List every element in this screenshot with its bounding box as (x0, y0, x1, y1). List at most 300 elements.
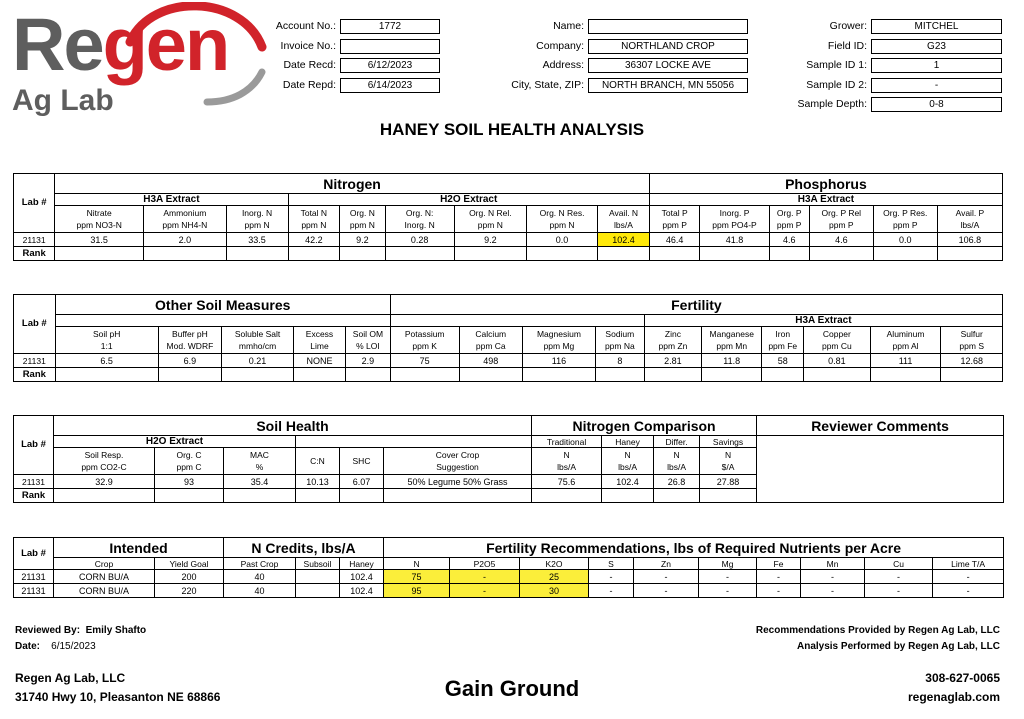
rank-cell (769, 247, 809, 261)
column-header (226, 206, 288, 233)
column-header (532, 448, 602, 475)
col-unit: % LOI (356, 341, 380, 351)
column-header (702, 327, 762, 354)
value-cell: - (699, 570, 757, 584)
value-cell: 0.0 (526, 233, 597, 247)
rank-cell (595, 368, 644, 382)
col-label: Cover Crop (435, 450, 480, 460)
rank-cell (700, 247, 769, 261)
value-cell: - (801, 584, 865, 598)
h2o-extract-header: H2O Extract (54, 436, 296, 448)
column-header: Haney (340, 558, 384, 570)
column-header (769, 206, 809, 233)
name-field: Name: (588, 19, 746, 34)
rank-cell (702, 368, 762, 382)
value-cell: 102.4 (340, 584, 384, 598)
col-label: Org. N: (405, 208, 434, 218)
value-cell: 26.8 (654, 475, 700, 489)
column-header: P2O5 (450, 558, 520, 570)
rank-cell (385, 247, 454, 261)
column-header (55, 206, 144, 233)
grower-field: Grower: MITCHEL (871, 19, 1000, 34)
column-header (937, 206, 1002, 233)
col-label: N (563, 450, 570, 460)
value-cell: 111 (870, 354, 941, 368)
col-label: Org. P Rel (821, 208, 862, 218)
column-header (454, 206, 526, 233)
column-header (762, 327, 804, 354)
col-label: Total N (300, 208, 328, 218)
n-credits-header: N Credits, lbs/A (224, 538, 384, 558)
col-label: Zinc (664, 329, 681, 339)
col-label: Org. C (176, 450, 202, 460)
invoice-field: Invoice No.: (340, 39, 438, 54)
rank-cell (804, 368, 871, 382)
column-header (384, 448, 532, 475)
fertility-header: Fertility (390, 295, 1002, 315)
col-unit: mmho/cm (238, 341, 277, 351)
column-header (222, 327, 294, 354)
col-label: N (624, 450, 631, 460)
value-cell: 25 (520, 570, 589, 584)
value-cell: - (801, 570, 865, 584)
column-header (390, 327, 459, 354)
col-label: Avail. N (608, 208, 639, 218)
lab-id: 21131 (14, 570, 54, 584)
col-label: Org. N Res. (539, 208, 585, 218)
value-cell: 220 (155, 584, 224, 598)
lab-id: 21131 (14, 354, 56, 368)
value-cell: 41.8 (700, 233, 769, 247)
col-unit: ppm Cu (821, 341, 852, 351)
rank-cell (340, 489, 384, 503)
col-unit: $/A (721, 462, 735, 472)
value-cell: 11.8 (702, 354, 762, 368)
value-cell: - (757, 570, 801, 584)
column-header: Mn (801, 558, 865, 570)
rank-cell (602, 489, 654, 503)
col-unit: ppm P (662, 220, 687, 230)
column-header (293, 327, 345, 354)
lab-id: 21131 (14, 475, 54, 489)
col-label: SHC (352, 456, 371, 466)
rank-cell (941, 368, 1003, 382)
col-unit: ppm Mg (543, 341, 575, 351)
h3a-extract-p-header: H3A Extract (649, 194, 1002, 206)
rank-cell (346, 368, 391, 382)
col-label: Avail. P (955, 208, 985, 218)
rank-cell (523, 368, 596, 382)
col-haney: Haney (602, 436, 654, 448)
value-cell: 2.0 (144, 233, 227, 247)
value-cell: - (634, 570, 699, 584)
address-field: Address: 36307 LOCKE AVE (588, 58, 746, 73)
col-unit: ppm Al (892, 341, 919, 351)
date-recd-field: Date Recd: 6/12/2023 (340, 58, 438, 73)
column-header (459, 327, 522, 354)
value-cell: 102.4 (598, 233, 650, 247)
column-header (654, 448, 700, 475)
phosphorus-header: Phosphorus (649, 174, 1002, 194)
sample-id1-field: Sample ID 1: 1 (871, 58, 1000, 73)
website-link[interactable]: regenaglab.com (907, 690, 1000, 704)
rank-cell (55, 368, 158, 382)
other-soil-header: Other Soil Measures (55, 295, 390, 315)
rank-label: Rank (14, 368, 56, 382)
lab-header: Lab # (14, 416, 54, 475)
col-unit: Inorg. N (404, 220, 435, 230)
h3a-extract-header: H3A Extract (55, 194, 288, 206)
logo-subtitle: Ag Lab (12, 84, 114, 117)
value-cell: - (589, 584, 634, 598)
column-header (700, 206, 769, 233)
column-header (158, 327, 221, 354)
rank-cell (454, 247, 526, 261)
column-header (288, 206, 340, 233)
value-cell: 200 (155, 570, 224, 584)
value-cell: 27.88 (700, 475, 757, 489)
col-label: Inorg. N (241, 208, 273, 218)
value-cell: CORN BU/A (54, 570, 155, 584)
col-unit: ppm Ca (475, 341, 506, 351)
col-unit: ppm P (776, 220, 802, 230)
column-header: Fe (757, 558, 801, 570)
value-cell: 0.21 (222, 354, 294, 368)
column-header: Lime T/A (933, 558, 1004, 570)
lab-id: 21131 (14, 233, 55, 247)
rank-cell (937, 247, 1002, 261)
value-cell: 31.5 (55, 233, 144, 247)
col-label: N (673, 450, 680, 460)
sample-depth-field: Sample Depth: 0-8 (871, 97, 1000, 112)
lab-header: Lab # (14, 295, 56, 354)
column-header (644, 327, 701, 354)
reviewed-by: Reviewed By: Emily Shafto (15, 625, 147, 636)
value-cell: 75 (390, 354, 459, 368)
value-cell: 12.68 (941, 354, 1003, 368)
column-header (346, 327, 391, 354)
reviewer-comments-header: Reviewer Comments (757, 416, 1004, 436)
col-label: Soil pH (92, 329, 121, 339)
h3a-extract-header: H3A Extract (644, 315, 1002, 327)
rank-cell (809, 247, 873, 261)
value-cell: 102.4 (602, 475, 654, 489)
company-address: 31740 Hwy 10, Pleasanton NE 68866 (15, 690, 221, 704)
value-cell: 2.9 (346, 354, 391, 368)
value-cell: 9.2 (454, 233, 526, 247)
column-header (144, 206, 227, 233)
col-unit: ppm K (412, 341, 437, 351)
value-cell (296, 570, 340, 584)
value-cell: 58 (762, 354, 804, 368)
col-label: Org. N (349, 208, 375, 218)
rank-cell (288, 247, 340, 261)
column-header: N (384, 558, 450, 570)
recommendations-table (13, 537, 1004, 598)
city-field: City, State, ZIP: NORTH BRANCH, MN 55056 (588, 78, 746, 93)
value-cell: 0.0 (873, 233, 937, 247)
nitrogen-phosphorus-table (13, 173, 1003, 261)
value-cell: 6.9 (158, 354, 221, 368)
phone-number: 308-627-0065 (925, 671, 1000, 685)
col-label: C:N (310, 456, 325, 466)
value-cell: 8 (595, 354, 644, 368)
value-cell: 0.81 (804, 354, 871, 368)
value-cell: CORN BU/A (54, 584, 155, 598)
value-cell: 42.2 (288, 233, 340, 247)
col-unit: ppm P (829, 220, 854, 230)
recommendations-provider: Recommendations Provided by Regen Ag Lab, LLC (755, 625, 1000, 636)
value-cell: 35.4 (224, 475, 296, 489)
col-label: Buffer pH (172, 329, 208, 339)
column-header (804, 327, 871, 354)
value-cell: - (699, 584, 757, 598)
rank-cell (532, 489, 602, 503)
rank-cell (390, 368, 459, 382)
column-header (526, 206, 597, 233)
col-unit: ppm S (959, 341, 984, 351)
report-title: HANEY SOIL HEALTH ANALYSIS (379, 120, 645, 139)
rank-cell (340, 247, 385, 261)
col-label: Sulfur (960, 329, 983, 339)
rank-cell (155, 489, 224, 503)
value-cell: - (757, 584, 801, 598)
value-cell: 498 (459, 354, 522, 368)
column-header: Yield Goal (155, 558, 224, 570)
account-field: Account No.: 1772 (340, 19, 438, 34)
col-label: Inorg. P (719, 208, 750, 218)
col-label: Sodium (605, 329, 635, 339)
col-label: Manganese (709, 329, 754, 339)
col-label: Org. N Rel. (469, 208, 512, 218)
value-cell: 75.6 (532, 475, 602, 489)
rank-cell (649, 247, 700, 261)
col-label: MAC (250, 450, 269, 460)
value-cell: - (634, 584, 699, 598)
rank-cell (158, 368, 221, 382)
column-header (54, 448, 155, 475)
value-cell (296, 584, 340, 598)
column-header (340, 448, 384, 475)
value-cell: 102.4 (340, 570, 384, 584)
col-unit: ppm Na (604, 341, 635, 351)
rank-cell (870, 368, 941, 382)
col-label: Copper (822, 329, 851, 339)
col-unit: ppm CO2-C (81, 462, 127, 472)
value-cell: - (933, 584, 1004, 598)
value-cell: - (589, 570, 634, 584)
column-header (595, 327, 644, 354)
column-header (649, 206, 700, 233)
col-savings: Savings (700, 436, 757, 448)
rank-cell (598, 247, 650, 261)
col-unit: lbs/A (557, 462, 576, 472)
col-unit: lbs/A (614, 220, 633, 230)
column-header (870, 327, 941, 354)
col-unit: ppm N (349, 220, 375, 230)
nitrogen-header: Nitrogen (55, 174, 650, 194)
field-id-field: Field ID: G23 (871, 39, 1000, 54)
value-cell: - (865, 584, 933, 598)
column-header: Crop (54, 558, 155, 570)
value-cell: 50% Legume 50% Grass (384, 475, 532, 489)
column-header (523, 327, 596, 354)
lab-header: Lab # (14, 538, 54, 570)
column-header: Past Crop (224, 558, 296, 570)
rank-cell (55, 247, 144, 261)
col-unit: lbs/A (960, 220, 980, 230)
rank-cell (700, 489, 757, 503)
col-traditional: Traditional (532, 436, 602, 448)
logo: Regen (12, 3, 229, 86)
rank-cell (526, 247, 597, 261)
col-label: Org. P Res. (883, 208, 928, 218)
column-header (809, 206, 873, 233)
value-cell: 40 (224, 584, 296, 598)
value-cell: 95 (384, 584, 450, 598)
col-unit: ppm N (301, 220, 327, 230)
col-unit: % (255, 462, 264, 472)
value-cell: 6.07 (340, 475, 384, 489)
col-unit: ppm NO3-N (76, 220, 122, 230)
col-label: Total P (661, 208, 688, 218)
value-cell: 30 (520, 584, 589, 598)
intended-header: Intended (54, 538, 224, 558)
value-cell: 9.2 (340, 233, 385, 247)
rank-cell (293, 368, 345, 382)
fertility-rec-header: Fertility Recommendations, lbs of Required Nutrients per Acre (384, 538, 1004, 558)
rank-cell (644, 368, 701, 382)
column-header: Mg (699, 558, 757, 570)
rank-label: Rank (14, 247, 55, 261)
rank-cell (654, 489, 700, 503)
col-label: Potassium (404, 329, 445, 339)
value-cell: 106.8 (937, 233, 1002, 247)
col-unit: ppm N (477, 220, 503, 230)
soil-fertility-table (13, 294, 1003, 382)
col-label: Excess (305, 329, 334, 339)
value-cell: 40 (224, 570, 296, 584)
col-unit: lbs/A (667, 462, 686, 472)
col-unit: Mod. WDRF (166, 341, 214, 351)
col-unit: lbs/A (618, 462, 637, 472)
col-unit: ppm Zn (658, 341, 688, 351)
col-unit: ppm PO4-P (712, 220, 757, 230)
review-date: Date: 6/15/2023 (15, 641, 96, 652)
column-header (598, 206, 650, 233)
rank-cell (384, 489, 532, 503)
value-cell: - (450, 570, 520, 584)
column-header (873, 206, 937, 233)
rank-cell (224, 489, 296, 503)
col-label: Org. P (776, 208, 802, 218)
value-cell: 10.13 (296, 475, 340, 489)
column-header (224, 448, 296, 475)
column-header (55, 327, 158, 354)
value-cell: 4.6 (809, 233, 873, 247)
col-unit: ppm N (244, 220, 270, 230)
value-cell: 93 (155, 475, 224, 489)
soil-health-table (13, 415, 1004, 503)
company-name: Regen Ag Lab, LLC (15, 671, 126, 685)
col-label: Ammonium (163, 208, 207, 218)
column-header (941, 327, 1003, 354)
rank-cell (296, 489, 340, 503)
column-header: K2O (520, 558, 589, 570)
col-unit: ppm N (549, 220, 575, 230)
date-repd-field: Date Repd: 6/14/2023 (340, 78, 438, 93)
company-field: Company: NORTHLAND CROP (588, 39, 746, 54)
rank-cell (873, 247, 937, 261)
col-label: Soluble Salt (234, 329, 281, 339)
col-differ: Differ. (654, 436, 700, 448)
col-label: Soil Resp. (84, 450, 124, 460)
col-unit: ppm P (893, 220, 918, 230)
value-cell: 75 (384, 570, 450, 584)
column-header: Zn (634, 558, 699, 570)
rank-cell (459, 368, 522, 382)
column-header (155, 448, 224, 475)
col-unit: Lime (310, 341, 329, 351)
rank-cell (762, 368, 804, 382)
column-header (385, 206, 454, 233)
col-unit: 1:1 (100, 341, 113, 351)
value-cell: 33.5 (226, 233, 288, 247)
reviewer-comments-box (757, 436, 1004, 503)
col-label: Nitrate (86, 208, 112, 218)
sample-id2-field: Sample ID 2: - (871, 78, 1000, 93)
value-cell: NONE (293, 354, 345, 368)
col-label: Magnesium (536, 329, 581, 339)
col-label: Aluminum (886, 329, 925, 339)
column-header: Cu (865, 558, 933, 570)
col-unit: ppm Mn (716, 341, 748, 351)
value-cell: 46.4 (649, 233, 700, 247)
col-label: Soil OM (352, 329, 384, 339)
analysis-provider: Analysis Performed by Regen Ag Lab, LLC (796, 641, 1000, 652)
rank-cell (222, 368, 294, 382)
value-cell: 32.9 (54, 475, 155, 489)
col-unit: ppm Fe (768, 341, 798, 351)
rank-cell (54, 489, 155, 503)
col-unit: Suggestion (436, 462, 479, 472)
column-header (296, 448, 340, 475)
value-cell: 6.5 (55, 354, 158, 368)
h2o-extract-header: H2O Extract (288, 194, 649, 206)
col-label: N (724, 450, 732, 460)
column-header: Subsoil (296, 558, 340, 570)
rank-cell (144, 247, 227, 261)
lab-id: 21131 (14, 584, 54, 598)
column-header (602, 448, 654, 475)
value-cell: 0.28 (385, 233, 454, 247)
rank-label: Rank (14, 489, 54, 503)
value-cell: 4.6 (769, 233, 809, 247)
nitrogen-comparison-header: Nitrogen Comparison (532, 416, 757, 436)
column-header (700, 448, 757, 475)
value-cell: - (450, 584, 520, 598)
col-label: Calcium (475, 329, 507, 339)
rank-cell (226, 247, 288, 261)
value-cell: 2.81 (644, 354, 701, 368)
col-unit: ppm NH4-N (162, 220, 208, 230)
value-cell: - (865, 570, 933, 584)
column-header: S (589, 558, 634, 570)
slogan: Gain Ground (444, 676, 580, 701)
col-label: Iron (775, 329, 791, 339)
col-unit: ppm C (176, 462, 202, 472)
column-header (340, 206, 385, 233)
